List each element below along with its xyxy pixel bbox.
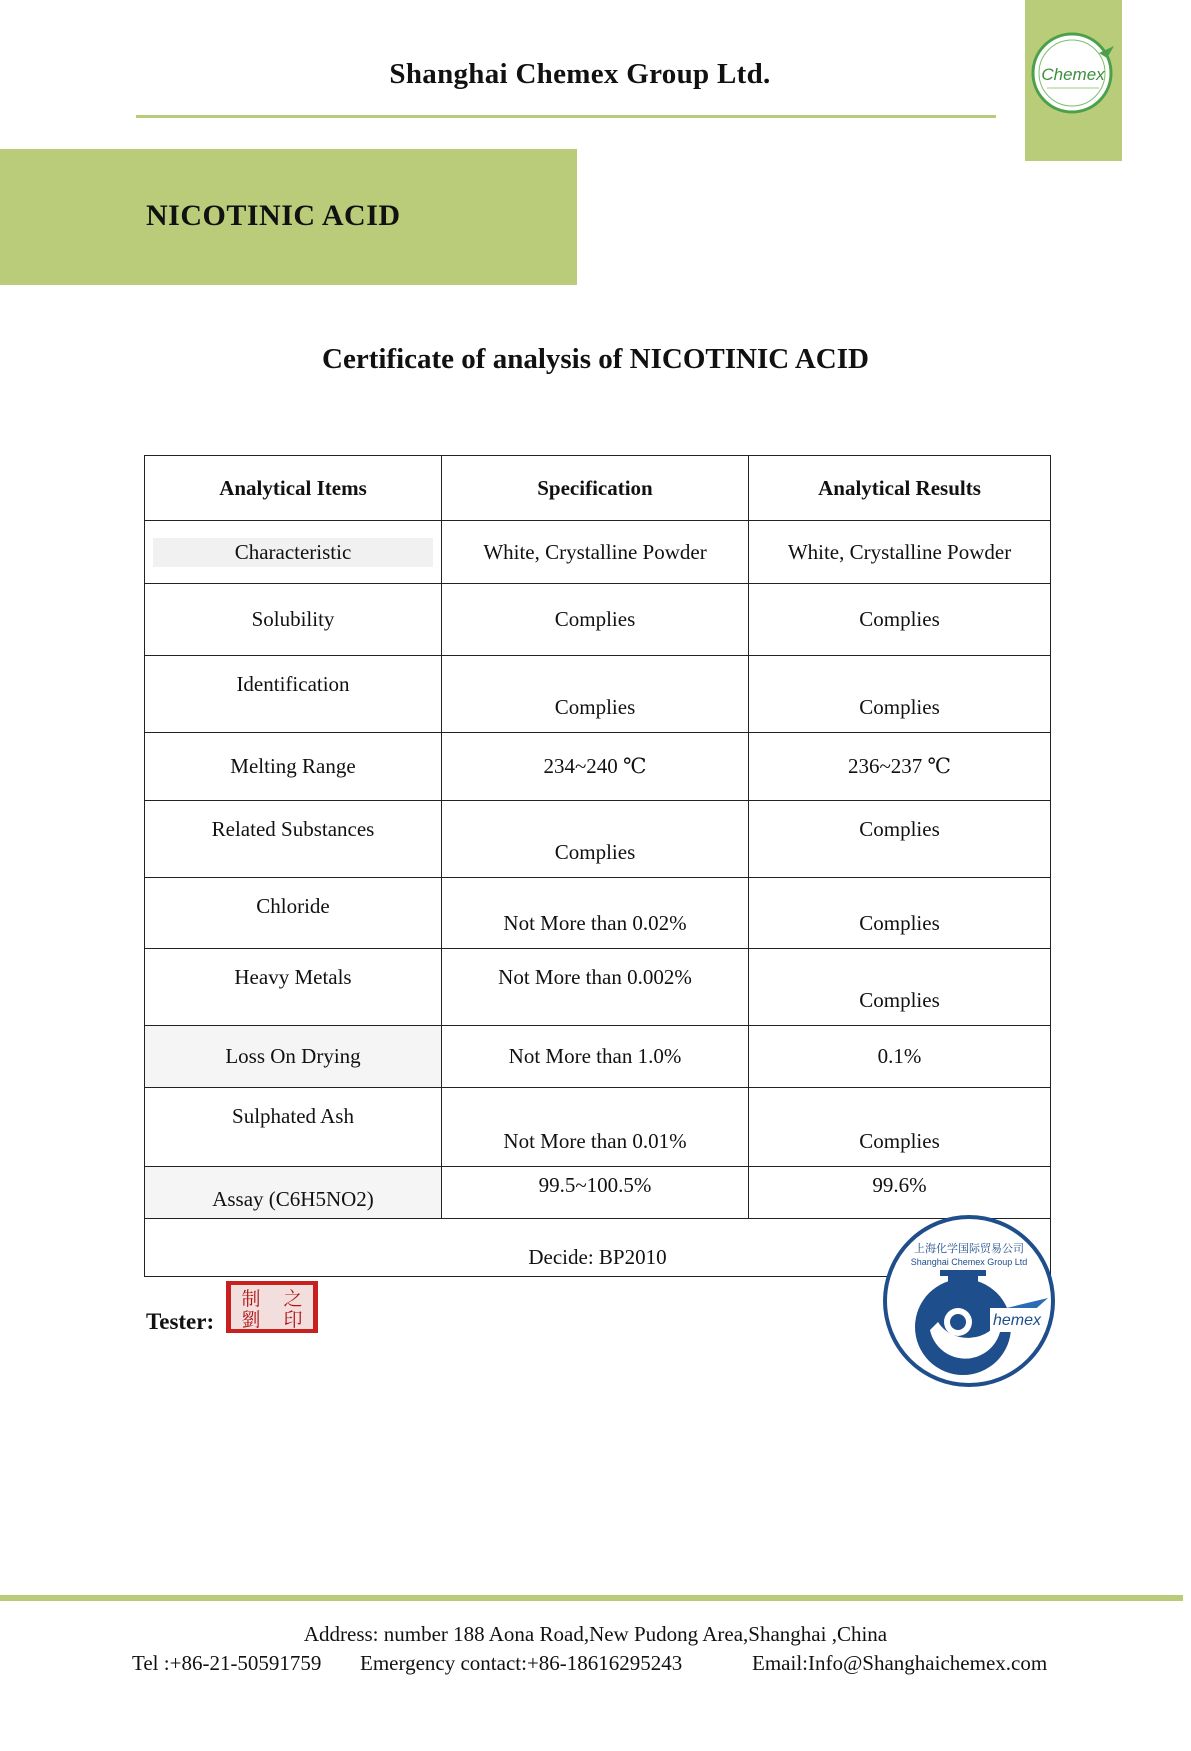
column-header: Specification xyxy=(442,456,749,521)
result-cell: White, Crystalline Powder xyxy=(749,521,1051,584)
spec-cell: Not More than 0.002% xyxy=(442,949,749,1026)
item-cell: Identification xyxy=(145,656,442,733)
footer-tel: Tel :+86-21-50591759 xyxy=(132,1651,322,1675)
table-row xyxy=(145,949,1051,1026)
table-row xyxy=(145,1026,1051,1088)
logo-text: Chemex xyxy=(1041,65,1105,84)
table-header-row xyxy=(145,456,1051,521)
seal-cn-text: 上海化学国际贸易公司 xyxy=(914,1242,1024,1255)
header-divider xyxy=(136,115,996,118)
table-row xyxy=(145,656,1051,733)
company-name: Shanghai Chemex Group Ltd. xyxy=(389,58,771,90)
result-cell: Complies xyxy=(749,656,1051,733)
footer-divider xyxy=(0,1595,1183,1601)
table-row xyxy=(145,733,1051,801)
item-cell: Related Substances xyxy=(145,801,442,878)
result-cell: Complies xyxy=(749,1088,1051,1167)
table-row xyxy=(145,584,1051,656)
spec-cell: Not More than 0.02% xyxy=(442,878,749,949)
spec-cell: White, Crystalline Powder xyxy=(442,521,749,584)
seal-char: 之 xyxy=(283,1288,303,1310)
footer-email: Email:Info@Shanghaichemex.com xyxy=(752,1651,1048,1675)
company-seal-icon xyxy=(880,1212,1058,1390)
item-cell: Melting Range xyxy=(145,733,442,801)
table-row xyxy=(145,521,1051,584)
seal-char: 制 xyxy=(241,1288,261,1310)
item-cell: Heavy Metals xyxy=(145,949,442,1026)
item-cell: Sulphated Ash xyxy=(145,1088,442,1167)
item-cell: Solubility xyxy=(145,584,442,656)
signature-stamp-icon xyxy=(225,1280,319,1334)
analysis-table xyxy=(144,455,1051,1277)
product-banner xyxy=(0,149,577,285)
result-cell: 236~237 ℃ xyxy=(749,733,1051,801)
spec-cell: Complies xyxy=(442,584,749,656)
footer-emergency: Emergency contact:+86-18616295243 xyxy=(360,1651,683,1675)
seal-char: 印 xyxy=(283,1309,303,1331)
column-header: Analytical Results xyxy=(749,456,1051,521)
spec-cell: Complies xyxy=(442,801,749,878)
seal-en-text: Shanghai Chemex Group Ltd xyxy=(910,1257,1028,1267)
spec-cell: Not More than 1.0% xyxy=(442,1026,749,1088)
result-cell: Complies xyxy=(749,801,1051,878)
result-cell: 0.1% xyxy=(749,1026,1051,1088)
decide-cell: Decide: BP2010 xyxy=(145,1219,1051,1277)
spec-cell: Not More than 0.01% xyxy=(442,1088,749,1167)
result-cell: Complies xyxy=(749,878,1051,949)
certificate-title: Certificate of analysis of NICOTINIC ACID xyxy=(322,343,869,375)
logo-tab xyxy=(1025,0,1122,161)
spec-cell: Complies xyxy=(442,656,749,733)
tester-seal xyxy=(225,1280,319,1339)
seal-logo-text: hemex xyxy=(992,1312,1042,1329)
company-seal xyxy=(880,1212,1058,1395)
result-cell: 99.6% xyxy=(749,1167,1051,1219)
result-cell: Complies xyxy=(749,949,1051,1026)
table-row xyxy=(145,1167,1051,1219)
item-cell: Assay (C6H5NO2) xyxy=(145,1167,442,1219)
tester-label: Tester: xyxy=(146,1309,215,1334)
seal-char: 劉 xyxy=(241,1309,261,1331)
column-header: Analytical Items xyxy=(145,456,442,521)
footer-address: Address: number 188 Aona Road,New Pudong Area,Shanghai ,China xyxy=(303,1622,888,1646)
footer-contact xyxy=(0,1651,1191,1751)
spec-cell: 99.5~100.5% xyxy=(442,1167,749,1219)
chemex-logo-icon xyxy=(1029,28,1119,118)
item-label: Characteristic xyxy=(153,538,433,567)
spec-cell: 234~240 ℃ xyxy=(442,733,749,801)
table-row xyxy=(145,801,1051,878)
item-cell xyxy=(145,521,442,584)
result-cell: Complies xyxy=(749,584,1051,656)
table-row xyxy=(145,878,1051,949)
item-cell: Loss On Drying xyxy=(145,1026,442,1088)
product-name: NICOTINIC ACID xyxy=(146,199,401,232)
table-row xyxy=(145,1088,1051,1167)
item-cell: Chloride xyxy=(145,878,442,949)
